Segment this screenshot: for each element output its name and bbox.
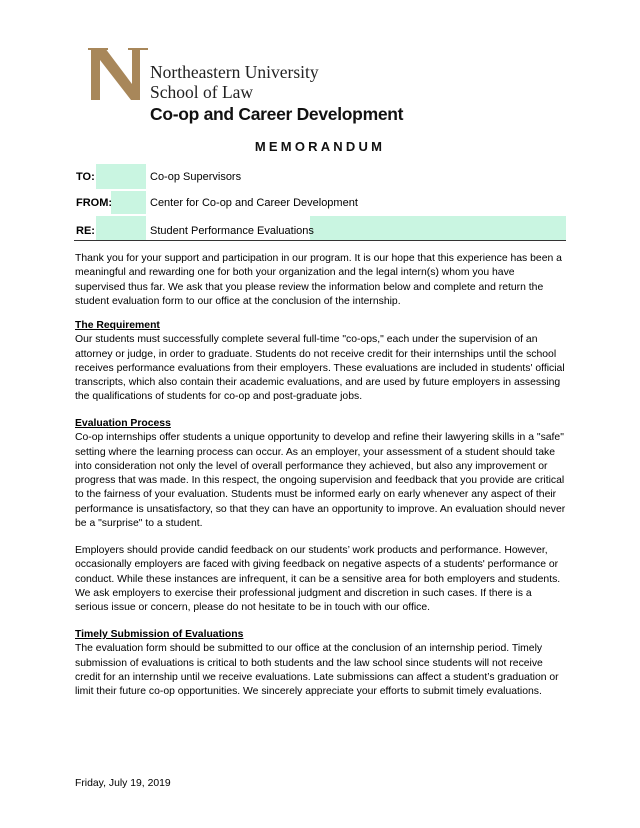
footer-date: Friday, July 19, 2019: [75, 778, 171, 789]
from-value: Center for Co-op and Career Development: [150, 197, 358, 209]
section-paragraph: The evaluation form should be submitted to our office at the conclusion of an internship period. Timely submission of evaluations is critical to both students and the law school since students will not receive credit for an internship until we receive evaluations. Late submissions can affect a student’s graduation or limit their future co-op opportunities. We sincerely appreciate your efforts to submit timely evaluations.: [75, 643, 559, 698]
section-evaluation-process-cont: [75, 544, 567, 615]
section-paragraph: Employers should provide candid feedback on our students’ work products and performance. However, occasionally employers are faced with giving feedback on negative aspects of a students' performance or conduct. While these instances are infrequent, it can be a sensitive area for both employers and students. We ask employers to exercise their professional judgment and discretion in such cases. If there is a serious issue or concern, please do not hesitate to be in touch with our office.: [75, 545, 561, 614]
section-timely-submission: [75, 628, 567, 699]
from-row: [74, 191, 566, 215]
header-divider: [74, 240, 566, 241]
logo-school-name: School of Law: [150, 82, 254, 102]
section-requirement: [75, 319, 567, 405]
re-label: RE:: [76, 225, 95, 237]
section-heading: Evaluation Process: [75, 418, 171, 429]
to-row: [74, 165, 566, 189]
section-paragraph: Co-op internships offer students a unique opportunity to develop and refine their lawyering skills in a "safe" setting where the learning process can occur. As an employer, your assessment of a student should take into consideration not only the level of overall performance they achieved, but also any improvement or progress that was made. In this respect, the ongoing supervision and feedback that you provide are critical to the fairness of your evaluation. Students must be informed early on early whenever any aspect of their performance is unsatisfactory, so that they can have an opportunity to improve. An evaluation should never be a "surprise" to a student.: [75, 432, 566, 530]
from-label: FROM:: [76, 197, 113, 209]
memo-title: MEMORANDUM: [254, 139, 386, 154]
section-heading: The Requirement: [75, 320, 160, 331]
section-paragraph: Our students must successfully complete several full-time "co-ops," each under the supervision of an attorney or judge, in order to graduate. Students do not receive credit for their internships until the school receives performance evaluations from their employers. These evaluations are included in students' official transcripts, which also contain their academic evaluations, and are used by future employers in assessing the qualifications of students for co-op and post-graduate jobs.: [75, 334, 565, 403]
to-label: TO:: [76, 171, 95, 183]
section-evaluation-process: [75, 417, 567, 531]
n-monogram-icon: [88, 48, 148, 100]
section-heading: Timely Submission of Evaluations: [75, 629, 244, 640]
school-logo: [88, 48, 408, 124]
re-value: Student Performance Evaluations: [150, 225, 314, 237]
logo-university-name: Northeastern University: [150, 62, 319, 82]
intro-text: Thank you for your support and participation in our program. It is our hope that this experience has been a meaningful and rewarding one for both your organization and the legal intern(s) whom you have supervised thus far. We ask that you please review the information below and complete and return the student evaluation form to our office at the conclusion of the internship.: [75, 253, 562, 307]
to-value: Co-op Supervisors: [150, 171, 242, 183]
intro-paragraph: [75, 252, 567, 309]
logo-department-name: Co-op and Career Development: [150, 104, 404, 124]
